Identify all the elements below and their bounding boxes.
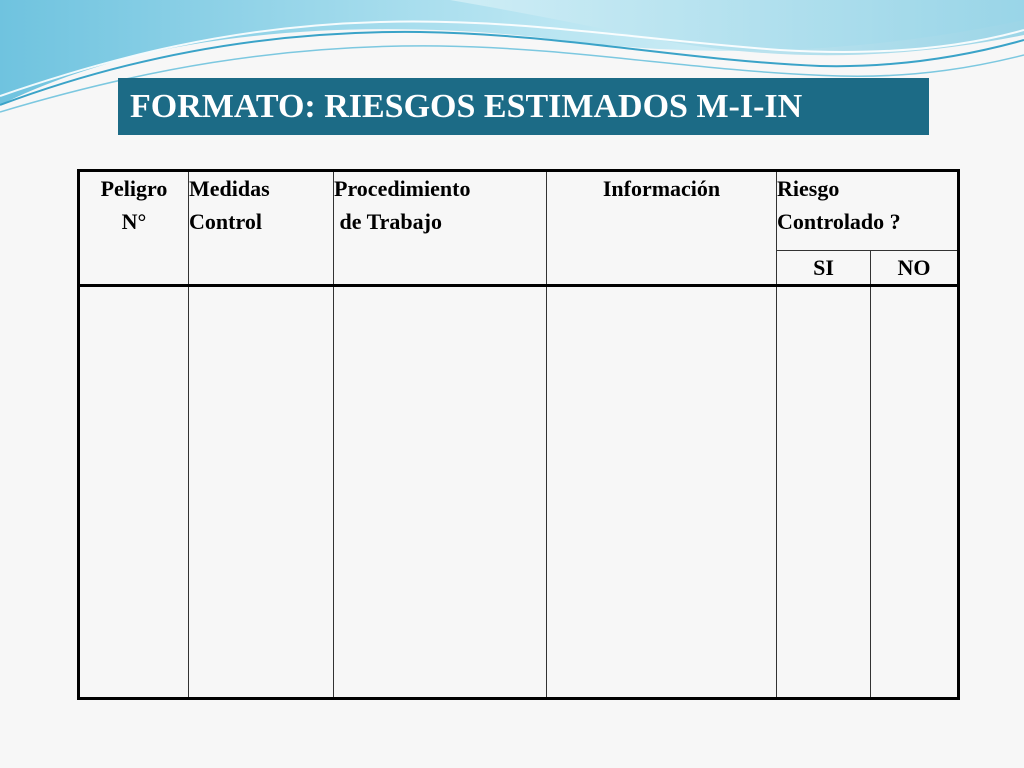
cell-medidas[interactable] <box>189 286 334 699</box>
cell-procedimiento[interactable] <box>334 286 547 699</box>
cell-no[interactable] <box>871 286 959 699</box>
header-medidas-line1: Medidas <box>189 176 270 201</box>
header-peligro-line1: Peligro <box>100 176 168 201</box>
header-peligro <box>79 171 189 286</box>
cell-si[interactable] <box>777 286 871 699</box>
header-procedimiento-line1: Procedimiento <box>334 176 471 201</box>
cell-informacion[interactable] <box>547 286 777 699</box>
header-procedimiento <box>334 171 547 286</box>
header-riesgo-controlado <box>777 171 959 251</box>
header-riesgo-line2: Controlado ? <box>777 209 901 234</box>
header-medidas-line2: Control <box>189 209 262 234</box>
cell-peligro[interactable] <box>79 286 189 699</box>
risk-format-table <box>77 169 960 700</box>
header-riesgo-line1: Riesgo <box>777 176 840 201</box>
header-si: SI <box>777 251 871 286</box>
page-title: FORMATO: RIESGOS ESTIMADOS M-I-IN <box>118 78 929 135</box>
header-informacion <box>547 171 777 286</box>
header-medidas <box>189 171 334 286</box>
table-row <box>79 286 959 699</box>
header-peligro-line2: N° <box>121 209 147 234</box>
header-informacion-label: Información <box>602 176 721 201</box>
header-no: NO <box>871 251 959 286</box>
header-procedimiento-line2: de Trabajo <box>334 209 442 234</box>
